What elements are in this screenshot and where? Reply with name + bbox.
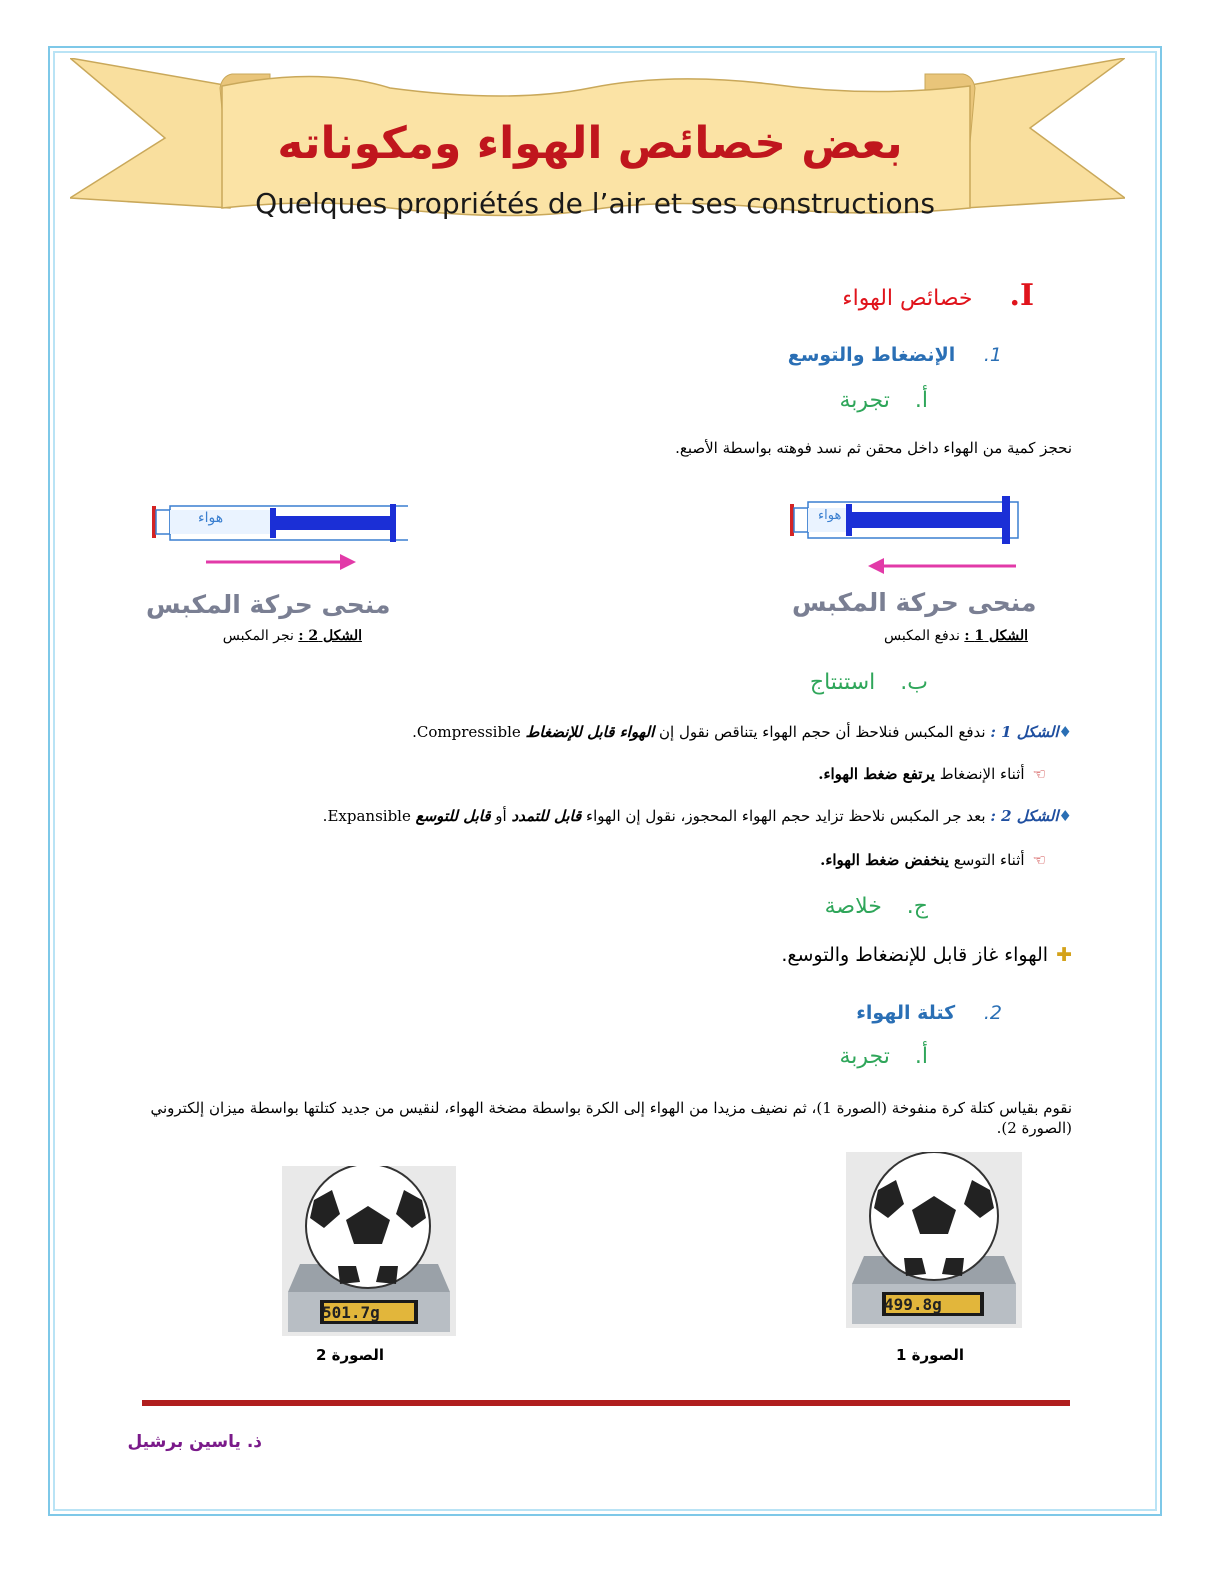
subsection-heading-2 [856, 1002, 1002, 1024]
figure-2-caption-label: الشكل 2 : [298, 628, 362, 644]
summary-letter: ج. [906, 894, 928, 919]
subsection-heading-1 [788, 344, 1002, 366]
experiment-heading-1 [840, 388, 929, 413]
conclusion-note-2 [166, 850, 1046, 870]
experiment-text-2: نقوم بقياس كتلة كرة منفوخة (الصورة 1)، ثم نضيف مزيدا من الهواء إلى الكرة بواسطة مضخة الهواء، لنقيس من جديد كتلتها بواسطة ميزان إلكتروني (الصورة 2). [150, 1099, 1072, 1137]
footer-author: ذ. ياسين برشيل [127, 1432, 262, 1452]
summary-text [172, 944, 1072, 966]
experiment-text-1: نحجز كمية من الهواء داخل محقن ثم نسد فوهته بواسطة الأصبع. [675, 439, 1072, 457]
diamond-bullet-icon: ♦ [1058, 723, 1072, 741]
piston-direction-label-1: منحى حركة المكبس [792, 588, 1037, 617]
conclusion-2-french: Expansible. [322, 807, 416, 825]
conclusion-2-text: بعد جر المكبس نلاحظ تزايد حجم الهواء المحجوز، نقول إن الهواء [581, 807, 991, 825]
experiment-letter: أ. [914, 388, 928, 413]
piston-direction-label-2: منحى حركة المكبس [146, 590, 391, 619]
note-1-text: أثناء الإنضغاط [934, 765, 1025, 783]
summary-title: خلاصة [824, 894, 882, 919]
arrow-bullet-icon: ✚ [1056, 944, 1072, 966]
experiment-letter: أ. [914, 1044, 928, 1069]
subsection-number: 1. [983, 344, 1002, 366]
conclusion-1-label: الشكل 1 : [990, 723, 1059, 741]
experiment-heading-2 [840, 1044, 929, 1069]
figure-1-caption [884, 628, 1028, 644]
section-title: خصائص الهواء [842, 286, 973, 311]
scale-reading-1: 499.8g [884, 1295, 942, 1314]
conclusion-2-bold-2: قابل للتوسع [415, 807, 491, 825]
page-title-arabic: بعض خصائص الهواء ومكوناته [277, 118, 903, 169]
section-number: I. [1009, 278, 1034, 313]
conclusion-2-label: الشكل 2 : [990, 807, 1059, 825]
figure-1-caption-label: الشكل 1 : [964, 628, 1028, 644]
page-title-french: Quelques propriétés de l’air et ses constructions [255, 187, 935, 220]
note-1-bold: يرتفع ضغط الهواء. [818, 765, 935, 783]
figure-2-caption-text: نجر المكبس [222, 628, 299, 644]
pointing-hand-icon: ☜ [1032, 765, 1046, 783]
conclusion-item-2 [152, 806, 1072, 826]
photo-2-caption: الصورة 2 [315, 1346, 385, 1364]
subsection-title: الإنضغاط والتوسع [787, 344, 956, 366]
subsection-title: كتلة الهواء [856, 1002, 956, 1024]
summary-heading [825, 894, 928, 919]
conclusion-1-bold: الهواء قابل للإنضغاط [525, 723, 655, 741]
note-2-text: أثناء التوسع [948, 851, 1025, 869]
scale-reading-2: 501.7g [322, 1303, 380, 1322]
footer-divider [142, 1400, 1070, 1406]
subsection-number: 2. [983, 1002, 1002, 1024]
conclusion-2-bold-1: قابل للتمدد [511, 807, 582, 825]
conclusion-note-1 [166, 764, 1046, 784]
conclusion-item-1 [152, 722, 1072, 742]
conclusion-title: استنتاج [809, 670, 876, 695]
conclusion-2-connector: أو [490, 807, 512, 825]
air-label-1: هواء [818, 508, 842, 523]
photo-1-caption: الصورة 1 [895, 1346, 965, 1364]
summary-sentence: الهواء غاز قابل للإنضغاط والتوسع. [781, 944, 1049, 966]
conclusion-1-french: Compressible. [412, 723, 526, 741]
experiment-title: تجربة [839, 1044, 890, 1069]
note-2-bold: ينخفض ضغط الهواء. [820, 851, 949, 869]
experiment-title: تجربة [839, 388, 890, 413]
conclusion-1-text: ندفع المكبس فنلاحظ أن حجم الهواء يتناقص نقول إن [654, 723, 991, 741]
conclusion-heading [810, 670, 928, 695]
air-label-2: هواء [198, 510, 224, 526]
diamond-bullet-icon: ♦ [1058, 807, 1072, 825]
pointing-hand-icon: ☜ [1032, 851, 1046, 869]
conclusion-letter: ب. [900, 670, 928, 695]
section-heading-1 [842, 278, 1034, 313]
figure-2-caption [223, 628, 362, 644]
figure-1-caption-text: ندفع المكبس [884, 628, 965, 644]
